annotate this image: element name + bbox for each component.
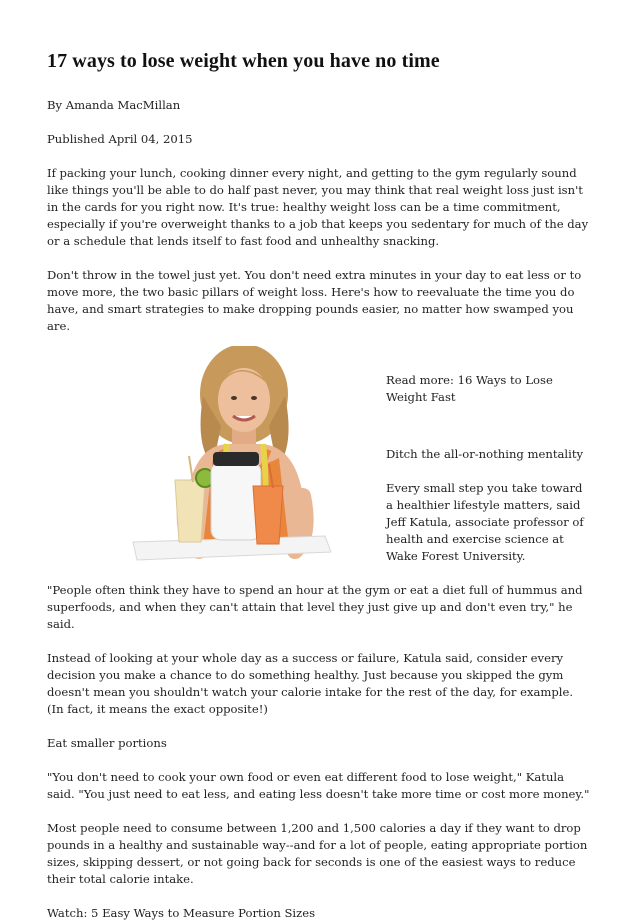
article-title: 17 ways to lose weight when you have no time	[47, 50, 440, 72]
watch-link[interactable]: Watch: 5 Easy Ways to Measure Portion Sizes	[47, 906, 316, 920]
paragraph-quote-gym: "People often think they have to spend an hour at the gym or eat a diet full of hummus and superfoods, and when they can't attain that level they just give up and don't even try," he said.	[47, 583, 583, 631]
author-byline: By Amanda MacMillan	[47, 98, 181, 112]
paragraph-calories: Most people need to consume between 1,200 and 1,500 calories a day if they want to drop pounds in a healthy and sustainable way--and for a lot of people, eating appropriate portion sizes, skipping dessert, or not going back for seconds is one of the easiest ways to reduce their total calorie intake.	[47, 821, 588, 886]
intro-paragraph-1: If packing your lunch, cooking dinner every night, and getting to the gym regularly sound like things you'll be able to do half past never, you may think that real weight loss just isn't in the cards for you right now. It's true: healthy weight loss can be a time commitment, especially if you're overweight thanks to a job that keeps you sedentary for much of the day or a schedule that lends itself to fast food and unhealthy snacking.	[47, 166, 589, 248]
read-more-link[interactable]: Read more: 16 Ways to Lose Weight Fast	[386, 373, 553, 404]
publish-date: Published April 04, 2015	[47, 132, 193, 146]
paragraph-quote-eat-less: "You don't need to cook your own food or even eat different food to lose weight," Katula said. "You just need to eat less, and eating less doesn't take more time or cost more money."	[47, 770, 590, 801]
section-heading-portions: Eat smaller portions	[47, 736, 167, 750]
article-photo	[129, 346, 336, 574]
paragraph-success-failure: Instead of looking at your whole day as a success or failure, Katula said, consider every decision you make a chance to do something healthy. Just because you skipped the gym doesn't mean you shouldn't watch your calorie intake for the rest of the day, for example. (In fact, it means the exact opposite!)	[47, 651, 574, 716]
paragraph-small-step: Every small step you take toward a healthier lifestyle matters, said Jeff Katula, associate professor of health and exercise science at Wake Forest University.	[386, 481, 584, 563]
intro-paragraph-2: Don't throw in the towel just yet. You don't need extra minutes in your day to eat less or to move more, the two basic pillars of weight loss. Here's how to reevaluate the time you do have, and smart strategies to make dropping pounds easier, no matter how swamped you are.	[47, 268, 582, 333]
woman-with-smoothies-illustration	[129, 346, 336, 574]
section-heading-ditch: Ditch the all-or-nothing mentality	[386, 447, 584, 461]
